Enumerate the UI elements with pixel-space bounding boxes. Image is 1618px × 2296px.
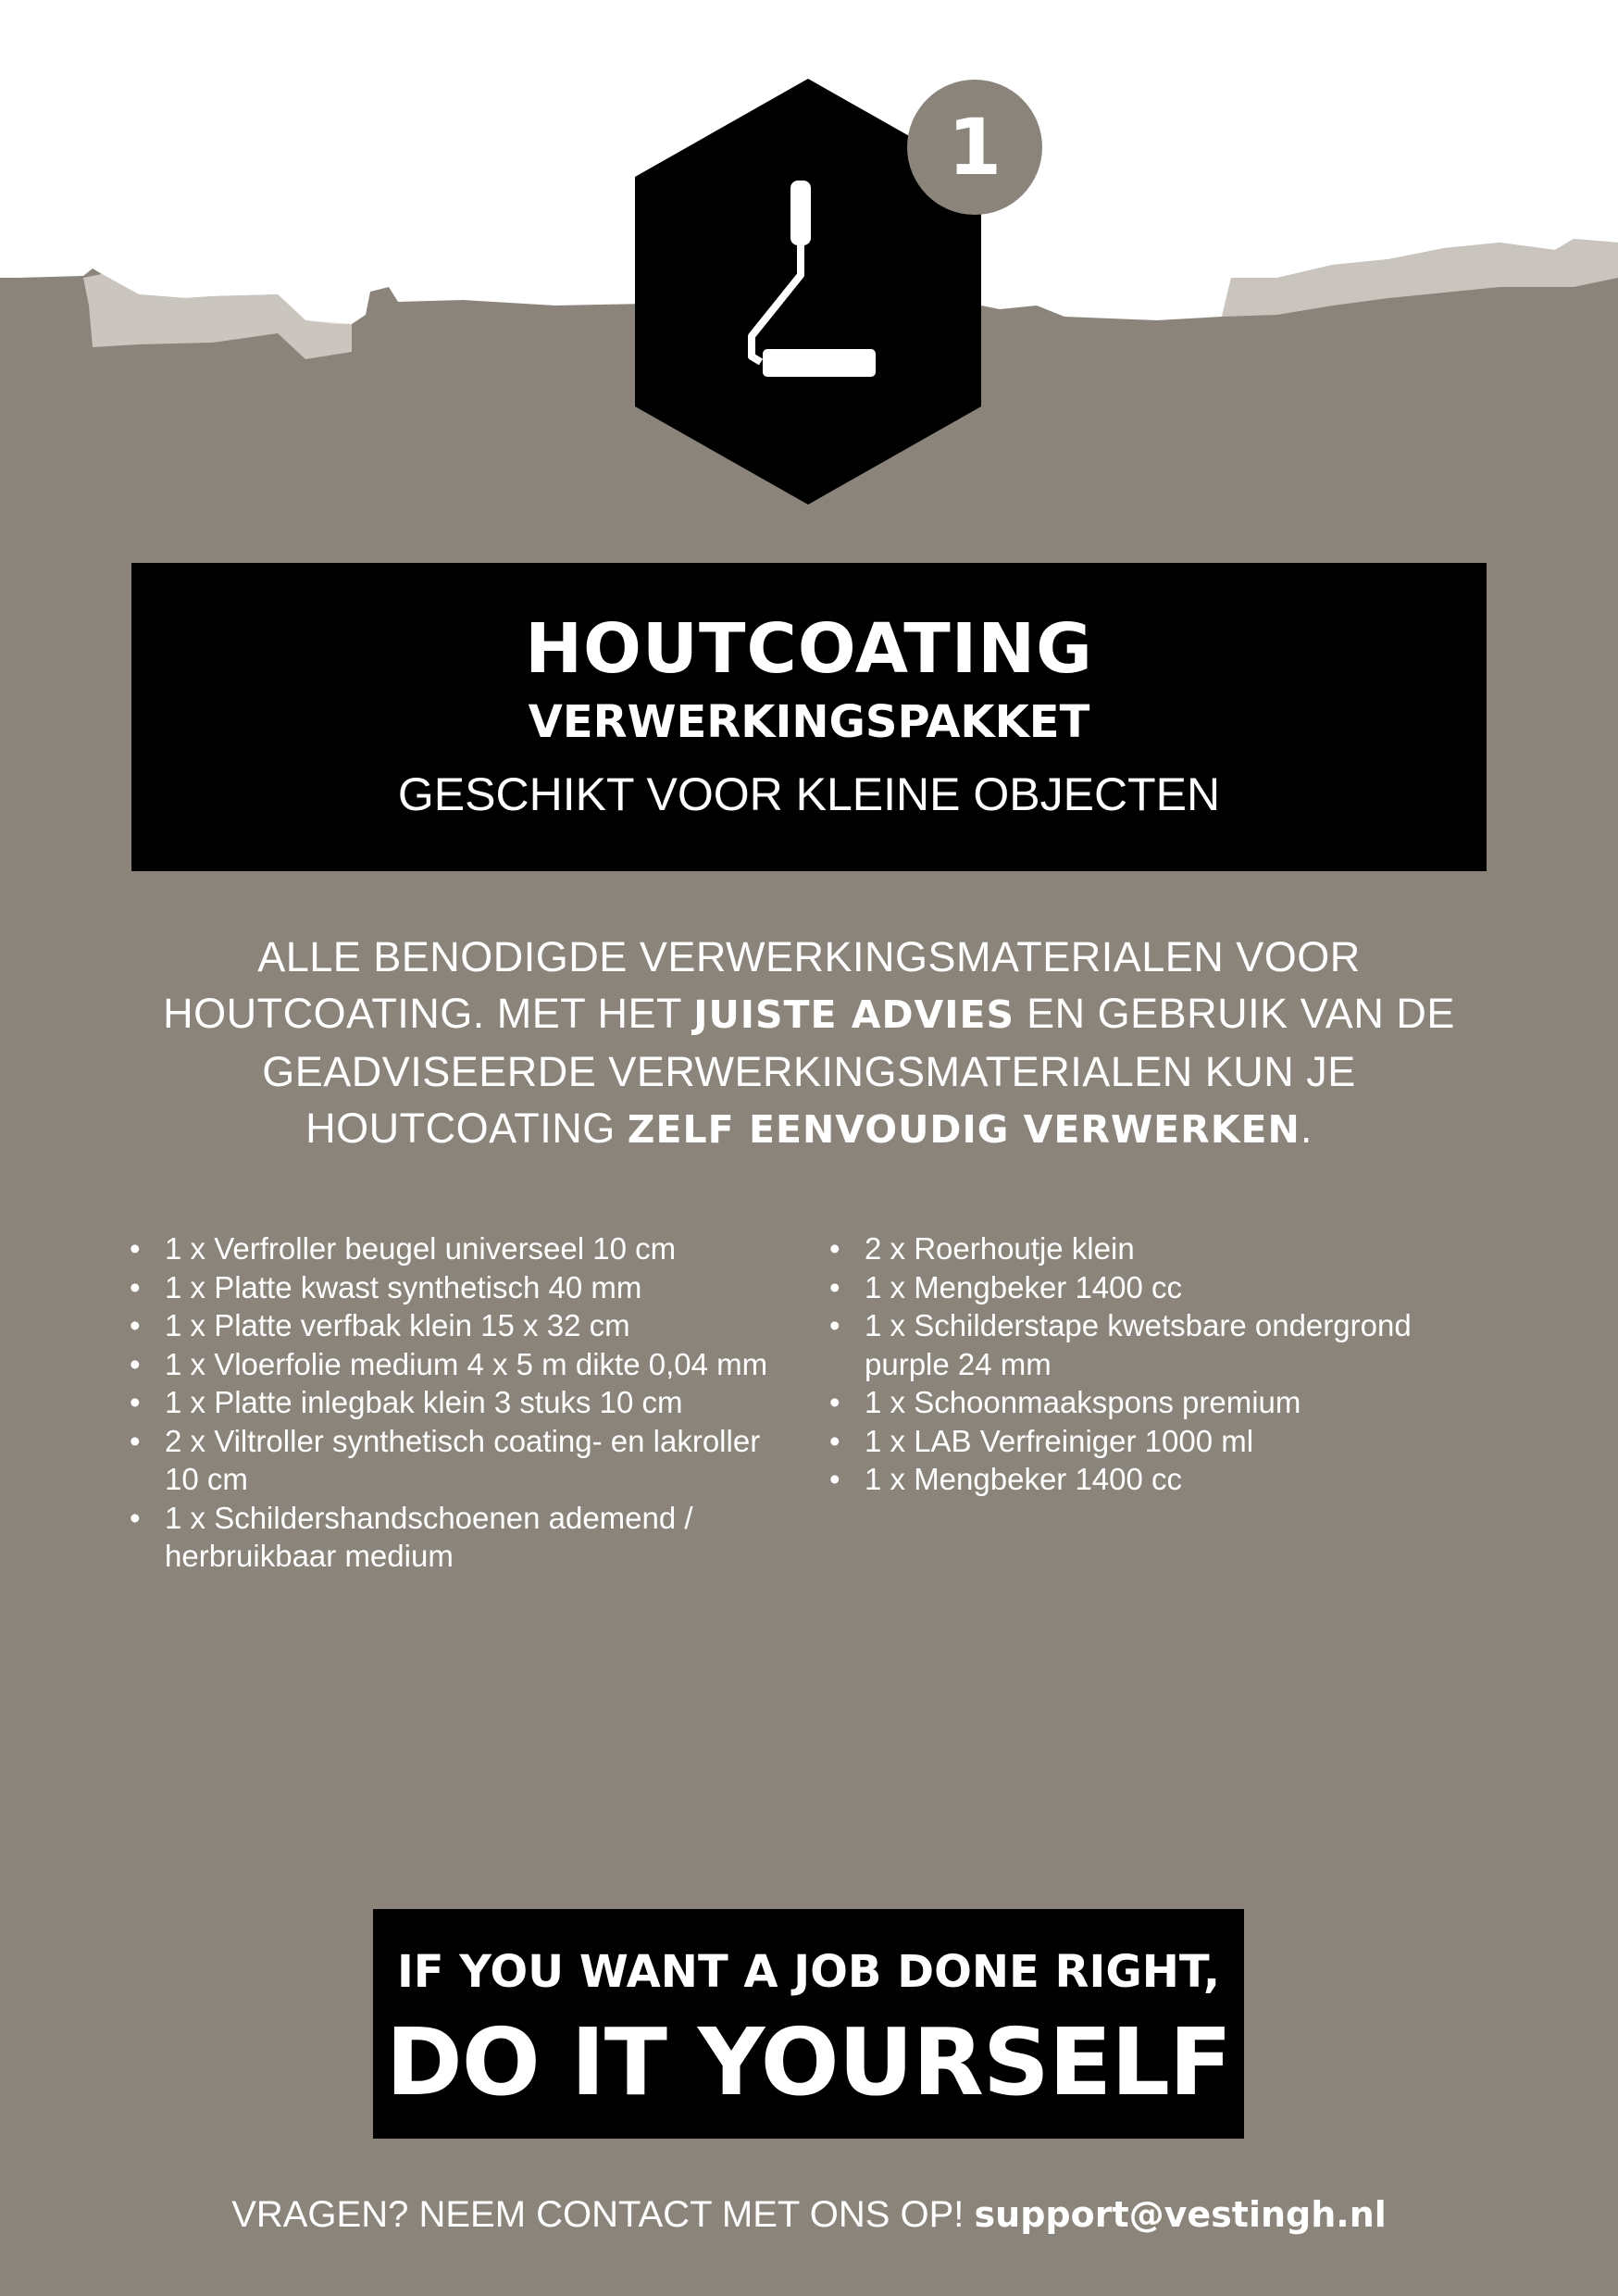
intro-paragraph bbox=[111, 929, 1507, 1158]
list-item: • 2 x Roerhoutje klein bbox=[829, 1229, 1477, 1268]
slogan-box bbox=[373, 1909, 1244, 2139]
list-item: • 1 x LAB Verfreiniger 1000 ml bbox=[829, 1422, 1477, 1461]
slogan-line-1: IF YOU WANT A JOB DONE RIGHT, bbox=[396, 1946, 1221, 1998]
intro-bold-1: JUISTE ADVIES bbox=[693, 992, 1015, 1037]
contact-text: VRAGEN? NEEM CONTACT MET ONS OP! bbox=[231, 2194, 975, 2235]
page-subtitle: VERWERKINGSPAKKET bbox=[528, 696, 1090, 748]
page-title: HOUTCOATING bbox=[525, 609, 1093, 689]
intro-text-3: . bbox=[1300, 1104, 1313, 1152]
item-list-right bbox=[829, 1229, 1477, 1499]
list-item: • 1 x Platte kwast synthetisch 40 mm bbox=[130, 1268, 796, 1307]
list-item: • 1 x Schoonmaakspons premium bbox=[829, 1383, 1477, 1422]
list-item: • 1 x Verfroller beugel universeel 10 cm bbox=[130, 1229, 796, 1268]
title-box bbox=[131, 563, 1487, 871]
list-item: • 1 x Vloerfolie medium 4 x 5 m dikte 0,04 mm bbox=[130, 1345, 796, 1384]
list-item: • 1 x Schilderstape kwetsbare ondergrond purple 24 mm bbox=[829, 1306, 1477, 1383]
intro-text-2: EN GEBRUIK VAN DE GEADVISEERDE VERWERKINGSMATERIALEN KUN JE HOUTCOATING bbox=[262, 990, 1455, 1152]
list-item: • 2 x Viltroller synthetisch coating- en lakroller 10 cm bbox=[130, 1422, 796, 1499]
support-email-link[interactable]: support@vestingh.nl bbox=[974, 2194, 1387, 2235]
list-item: • 1 x Mengbeker 1400 cc bbox=[829, 1460, 1477, 1499]
contact-line bbox=[0, 2189, 1618, 2240]
slogan-line-2: DO IT YOURSELF bbox=[385, 2008, 1232, 2116]
item-list-left bbox=[130, 1229, 796, 1576]
step-number-badge: 1 bbox=[907, 80, 1042, 215]
list-item: • 1 x Platte inlegbak klein 3 stuks 10 cm bbox=[130, 1383, 796, 1422]
page-tagline: GESCHIKT VOOR KLEINE OBJECTEN bbox=[397, 768, 1221, 820]
list-item: • 1 x Schildershandschoenen ademend / herbruikbaar medium bbox=[130, 1499, 796, 1576]
intro-bold-2: ZELF EENVOUDIG VERWERKEN bbox=[627, 1107, 1301, 1152]
list-item: • 1 x Platte verfbak klein 15 x 32 cm bbox=[130, 1306, 796, 1345]
list-item: • 1 x Mengbeker 1400 cc bbox=[829, 1268, 1477, 1307]
intro-text-1: ALLE BENODIGDE VERWERKINGSMATERIALEN VOOR HOUTCOATING. MET HET bbox=[163, 933, 1361, 1037]
